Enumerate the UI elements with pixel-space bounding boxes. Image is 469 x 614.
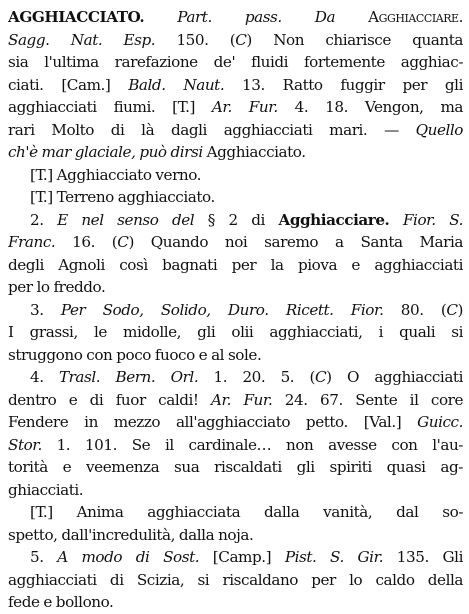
citation-text: ) Quando noi saremo a Santa Maria <box>128 233 463 251</box>
source-citation: Ar. Fur. <box>211 98 278 116</box>
sense-definition: Trasl. Bern. Orl. <box>58 368 199 386</box>
citation-text: 24. 67. Sente il core <box>272 390 463 409</box>
origin-verb: Agghiacciare. <box>368 8 463 26</box>
entry-line <box>8 366 463 389</box>
entry-line <box>8 456 463 479</box>
citation-text: 150. ( <box>155 30 236 49</box>
entry-line <box>8 344 463 367</box>
entry-line <box>8 434 463 457</box>
sense-number: 3. <box>30 300 61 319</box>
citation-text: degli Agnoli così bagnati per la piova e agghiacciati <box>8 255 463 274</box>
entry-line <box>8 209 463 232</box>
entry-line <box>8 96 463 119</box>
entry-line <box>8 546 463 569</box>
citation-text: dentro e di fuor caldi! <box>8 390 211 409</box>
citation-mark: C <box>446 300 458 319</box>
citation-text: per lo freddo. <box>8 278 106 296</box>
citation-text: Agghiacciato. <box>202 143 306 161</box>
cross-reference: Agghiacciare. <box>278 210 390 229</box>
entry-line <box>8 591 463 614</box>
entry-line <box>8 276 463 299</box>
space <box>282 8 315 26</box>
source-citation: Ar. Fur. <box>211 390 273 409</box>
source-citation: Bald. Naut. <box>128 75 225 94</box>
source-citation: Sagg. Nat. Esp. <box>8 30 156 49</box>
citation-mark: C <box>235 30 247 49</box>
citation-text: 1. 101. Se il cardinale… non avesse con l'au- <box>41 435 463 454</box>
space <box>389 211 403 229</box>
citation-text: 135. Gli <box>383 548 463 566</box>
source-citation: Franc. <box>8 233 56 251</box>
citation-mark: C <box>117 233 129 251</box>
entry-line <box>8 29 463 52</box>
entry-line <box>8 74 463 97</box>
citation-text: 4. 18. Vengon, ma <box>277 98 463 116</box>
source-citation: Pist. S. Gir. <box>284 548 384 566</box>
citation-text: ghiacciati. <box>8 480 84 499</box>
entry-line <box>8 186 463 209</box>
definition-note: ch'è mar glaciale, può dirsi <box>8 143 203 161</box>
entry-line <box>8 51 463 74</box>
sense-definition: Per Sodo, Solido, Duro. Ricett. Fior. <box>60 300 384 319</box>
citation-text: agghiacciati di Scizia, si riscaldano per lo caldo della <box>8 570 463 589</box>
entry-line <box>8 141 463 164</box>
entry-line <box>8 569 463 592</box>
sense-number: 2. <box>30 210 58 229</box>
entry-line <box>8 479 463 502</box>
sense-number: 4. <box>30 368 59 386</box>
entry-line <box>8 119 463 142</box>
source-citation: Guicc. <box>417 413 463 431</box>
citation-text: I grassi, le midolle, gli olii agghiacciati, i quali si <box>8 323 463 341</box>
citation-text: 16. ( <box>55 233 118 251</box>
citation-mark: C <box>315 368 327 386</box>
entry-line <box>8 6 463 29</box>
definition-note: Quello <box>415 120 463 139</box>
sense-definition: E nel senso del <box>57 210 195 229</box>
example-text: [T.] Anima agghiacciata dalla vanità, dal so- <box>30 503 463 521</box>
entry-line <box>8 501 463 524</box>
citation-text: 80. ( <box>383 300 447 319</box>
citation-text: torità e veemenza sua riscaldati gli spiriti quasi ag- <box>8 458 463 476</box>
entry-line <box>8 254 463 277</box>
citation-text: ) O agghiacciati <box>326 368 463 386</box>
entry-line <box>8 389 463 412</box>
source-citation: Stor. <box>8 435 42 454</box>
entry-line <box>8 231 463 254</box>
example-text: spetto, dall'incredulità, dalla noja. <box>8 525 254 544</box>
citation-text: sia l'ultima rarefazione de' fluidi fortemente agghiac- <box>8 53 463 71</box>
sense-number: 5. <box>30 548 58 566</box>
entry-line <box>8 299 463 322</box>
citation-text: rari Molto di là dagli agghiacciati mari. — <box>8 120 416 139</box>
headword: AGGHIACCIATO. <box>8 8 145 26</box>
entry-line <box>8 321 463 344</box>
origin-label: Da <box>314 8 336 26</box>
citation-text: Fendere in mezzo all'agghiacciato petto. [Val.] <box>8 413 418 431</box>
citation-text: § 2 di <box>194 210 279 229</box>
grammar-label: Part. pass. <box>177 8 282 26</box>
citation-text: 1. 20. 5. ( <box>198 368 315 386</box>
citation-text: agghiacciati fiumi. [T.] <box>8 98 212 116</box>
entry-line <box>8 164 463 187</box>
citation-text: ) <box>457 300 463 319</box>
source-citation: Fior. S. <box>402 210 463 229</box>
citation-text: [Camp.] <box>199 548 285 566</box>
citation-text: ciati. [Cam.] <box>8 75 129 94</box>
citation-text: struggono con poco fuoco e al sole. <box>8 345 262 364</box>
example-text: [T.] Agghiacciato verno. <box>30 165 202 184</box>
citation-text: 13. Ratto fuggir per gli <box>224 75 463 94</box>
space <box>335 8 368 26</box>
sense-definition: A modo di Sost. <box>57 548 200 566</box>
citation-text: ) Non chiarisce quanta <box>246 30 463 49</box>
entry-line <box>8 524 463 547</box>
space <box>144 8 177 26</box>
example-text: [T.] Terreno agghiacciato. <box>30 188 215 206</box>
citation-text: fede e bollono. <box>8 593 114 611</box>
entry-line <box>8 411 463 434</box>
